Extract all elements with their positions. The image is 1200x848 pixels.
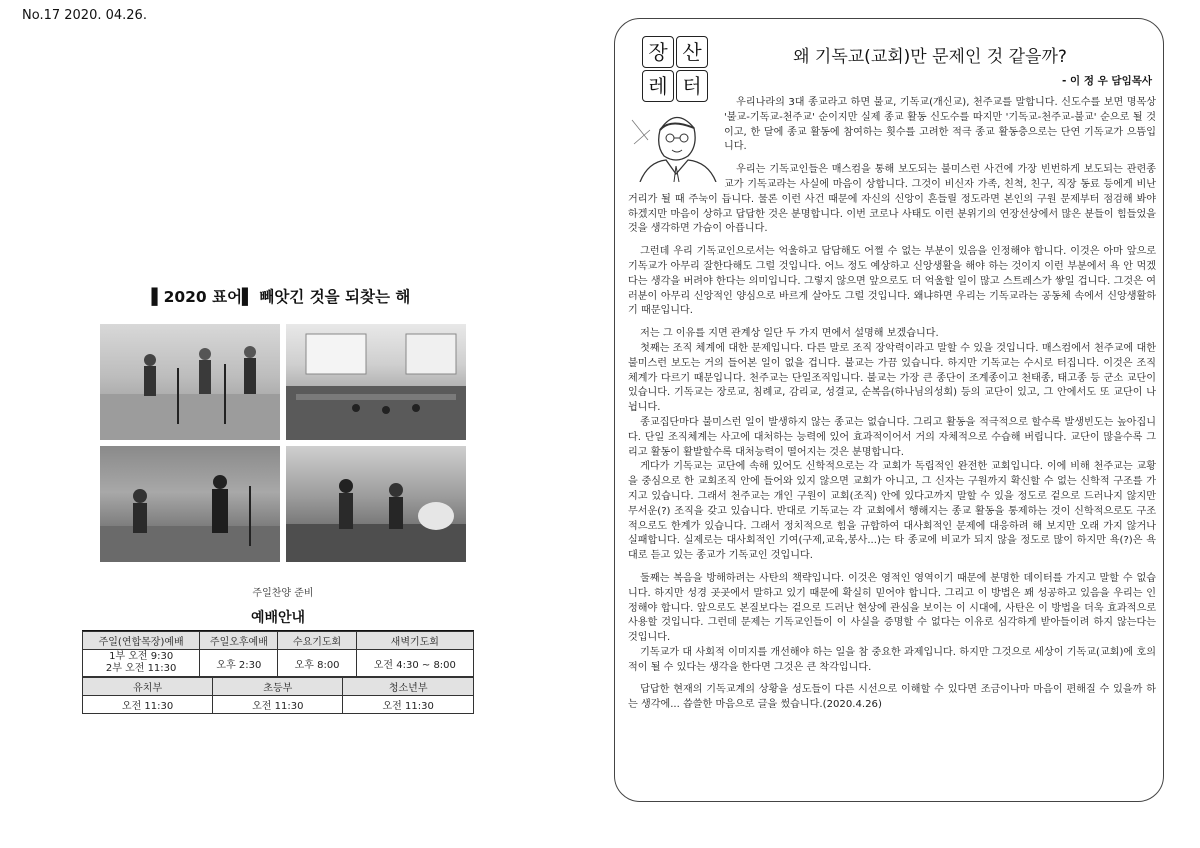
- article-paragraph: 게다가 기독교는 교단에 속해 있어도 신학적으로는 각 교회가 독립적인 완전한 교회입니다. 이에 비해 천주교는 교황을 중심으로 한 교회조직 안에 들어와 있지 않으면 교회가 아니고, 그 신자는 구원까지 확신할 수 없는 신학적 구조를 가지고 있습니다. 그래서 천주교는 개인 구원이 교회(조직) 안에 있다고까지 말할 수 있을 정도로 겉으로 드러나지 않지만 무서운(?) 조직을 갖고 있습니다. 반대로 기독교는 각 교회에서 행해지는 종교 활동을 통제하는 것이 신학적으로도 구조적으로도 한계가 있습니다. 그래서 정치적으로 힘을 규합하여 대사회적인 문제에 대응하려 해 보지만 오래 가지 않거나 실패합니다. 실제로는 대사회적인 기여(구제,교육,봉사...)는 타 종교에 비교가 되지 않을 정도로 많이 하지만 욕(?)은 욕대로 듣고 있는 종교가 기독교인 것입니다.: [628, 461, 1156, 562]
- photo-sanctuary-image: [286, 324, 466, 440]
- photo-grid: [100, 324, 466, 562]
- elementary-time: 오전 11:30: [213, 696, 343, 714]
- photo-cello-player: [100, 446, 280, 562]
- article-paragraph: 첫째는 조직 체계에 대한 문제입니다. 다른 말로 조직 장악력이라고 말할 수 있을 것입니다. 매스컴에서 천주교에 대한 불미스런 보도는 거의 들어본 일이 없을 겁니다. 불교는 가끔 있습니다. 하지만 기독교는 수시로 터집니다. 이것은 조직 체계가 다르기 때문입니다. 천주교는 단일조직입니다. 불교는 가장 큰 종단이 조계종이고 천태종, 태고종 등 군소 교단이 있습니다. 기독교는 장로교, 침례교, 감리교, 성결교, 순복음(하나님의성회) 등의 교단이 있고, 그 안에서도 또 교단이 나뉩니다.: [628, 342, 1156, 414]
- photo-caption: 주일찬양 준비: [252, 588, 314, 599]
- article-title: 왜 기독교(교회)만 문제인 것 같을까?: [793, 47, 1067, 67]
- school-schedule-table: [82, 677, 474, 714]
- motto-title: ▌2020 표어▌ 빼앗긴 것을 되찾는 해: [151, 288, 411, 306]
- article-paragraph: 그런데 우리 기독교인으로서는 억울하고 답답해도 어쩔 수 없는 부분이 있음을 인정해야 합니다. 이것은 아마 앞으로 기독교가 아무리 잘한다해도 그럴 것입니다. 어느 정도 예상하고 신앙생활을 해야 하는 것이지 이런 부분에서 욕 안 먹겠다는 생각을 버려야 한다는 의미입니다. 그렇지 않으면 앞으로도 더 억울할 일이 많고 스트레스가 쌓일 겁니다. 그것은 여러분이 아무리 신앙적인 양심으로 바르게 살아도 그럴 것입니다. 왜냐하면 우리는 기독교라는 공동체 속에서 신앙생활하기 때문입니다.: [628, 246, 1156, 317]
- portrait-float-spacer: [628, 96, 724, 192]
- header-sunday-service: 주일(연합목장)예배: [83, 632, 200, 650]
- badge-char-2: 산: [676, 36, 708, 68]
- article-body: [628, 96, 1156, 721]
- header-dawn-prayer: 새벽기도회: [356, 632, 473, 650]
- header-kindergarten: 유치부: [83, 678, 213, 696]
- badge-char-3: 레: [642, 70, 674, 102]
- wednesday-prayer-time: 오후 8:00: [278, 650, 356, 677]
- article-author: - 이 정 우 담임목사: [1062, 75, 1152, 87]
- article-paragraph: 종교집단마다 불미스런 일이 발생하지 않는 종교는 없습니다. 그리고 활동을 적극적으로 할수록 발생빈도는 높아집니다. 단일 조직체계는 사고에 대처하는 능력에 있어 효과적이어서 거의 자체적으로 수습해 버립니다. 교단이 많을수록 그리고 활동이 활발할수록 대처능력이 떨어지는 것은 분명합니다.: [628, 416, 1156, 458]
- header-wednesday-prayer: 수요기도회: [278, 632, 356, 650]
- sunday-afternoon-time: 오후 2:30: [200, 650, 278, 677]
- sunday-service-first: 1부 오전 9:30: [109, 651, 174, 662]
- sunday-service-second: 2부 오전 11:30: [105, 663, 177, 674]
- kindergarten-time: 오전 11:30: [83, 696, 213, 714]
- header-youth: 청소년부: [343, 678, 474, 696]
- issue-number-date: No.17 2020. 04.26.: [22, 8, 147, 23]
- badge-char-4: 터: [676, 70, 708, 102]
- article-paragraph: 저는 그 이유를 지면 관계상 일단 두 가지 면에서 설명해 보겠습니다.: [640, 328, 939, 340]
- article-paragraph: 우리나라의 3대 종교라고 하면 불교, 기독교(개신교), 천주교를 말합니다. 신도수를 보면 명목상 '불교-기독교-천주교' 순이지만 실제 종교 활동 신도수를 따지만 '기독교-천주교-불교' 순으로 될 것이고, 한 달에 종교 활동에 참여하는 횟수를 고려한 적극 종교 활동층으로는 단연 기독교가 으뜸입니다.: [724, 97, 1156, 153]
- worship-guide-title: 예배안내: [82, 607, 474, 631]
- youth-time: 오전 11:30: [343, 696, 474, 714]
- article-paragraph: 답답한 현재의 기독교계의 상황을 성도들이 다른 시선으로 이해할 수 있다면 조금이나마 마음이 편해질 수 있을까 하는 생각에... 씁쓸한 마음으로 글을 썼습니다.(2020.4.26): [628, 684, 1156, 711]
- photo-youth-band: [286, 446, 466, 562]
- dawn-prayer-time: 오전 4:30 ~ 8:00: [356, 650, 473, 677]
- photo-worship-band-image: [100, 324, 280, 440]
- article-paragraph: 둘째는 복음을 방해하려는 사탄의 책략입니다. 이것은 영적인 영역이기 때문에 분명한 데이터를 가지고 말할 수 없습니다. 하지만 성경 곳곳에서 말하고 있기 때문에 확실히 믿어야 합니다. 그리고 이 방법은 꽤 성공하고 있음을 우리는 인정해야 합니다. 앞으로도 본질보다는 겉으로 드러난 현상에 관심을 보이는 이 시대에, 사탄은 이 방법을 더욱 효과적으로 사용할 것입니다. 그런데 문제는 기독교인들이 이 사실을 증명할 수 없다는 이유로 심각하게 받아들이려 하지 않는다는 것입니다.: [628, 572, 1156, 644]
- article-paragraph: 우리는 기독교인들은 매스컴을 통해 보도되는 불미스런 사건에 가장 빈번하게 보도되는 관련종교가 기독교라는 사실에 마음이 상합니다. 그것이 비신자 가족, 친척, 친구, 직장 동료 등에게 비난거리가 될 때 주눅이 듭니다. 물론 이런 사건 때문에 자신의 신앙이 흔들릴 정도라면 본인의 구원 문제부터 점검해 봐야 하겠지만 마음이 상하고 답답한 것은 분명합니다. 이번 코로나 사태도 이런 분위기의 연장선상에서 많은 분들이 힘들었을 것을 생각하면 가슴이 아픕니다.: [628, 164, 1156, 235]
- article-paragraph: 기독교가 대 사회적 이미지를 개선해야 하는 일을 참 중요한 과제입니다. 하지만 그것으로 세상이 기독교(교회)에 호의적이 될 수 있다는 생각을 한다면 그것은 큰 착각입니다.: [628, 646, 1156, 673]
- badge-char-1: 장: [642, 36, 674, 68]
- worship-schedule-table: [82, 631, 474, 677]
- header-elementary: 초등부: [213, 678, 343, 696]
- photo-youth-band-image: [286, 446, 466, 562]
- photo-worship-band: [100, 324, 280, 440]
- photo-sanctuary: [286, 324, 466, 440]
- sunday-service-times: [83, 650, 200, 677]
- worship-guide: [82, 607, 474, 714]
- photo-cello-player-image: [100, 446, 280, 562]
- header-sunday-afternoon: 주일오후예배: [200, 632, 278, 650]
